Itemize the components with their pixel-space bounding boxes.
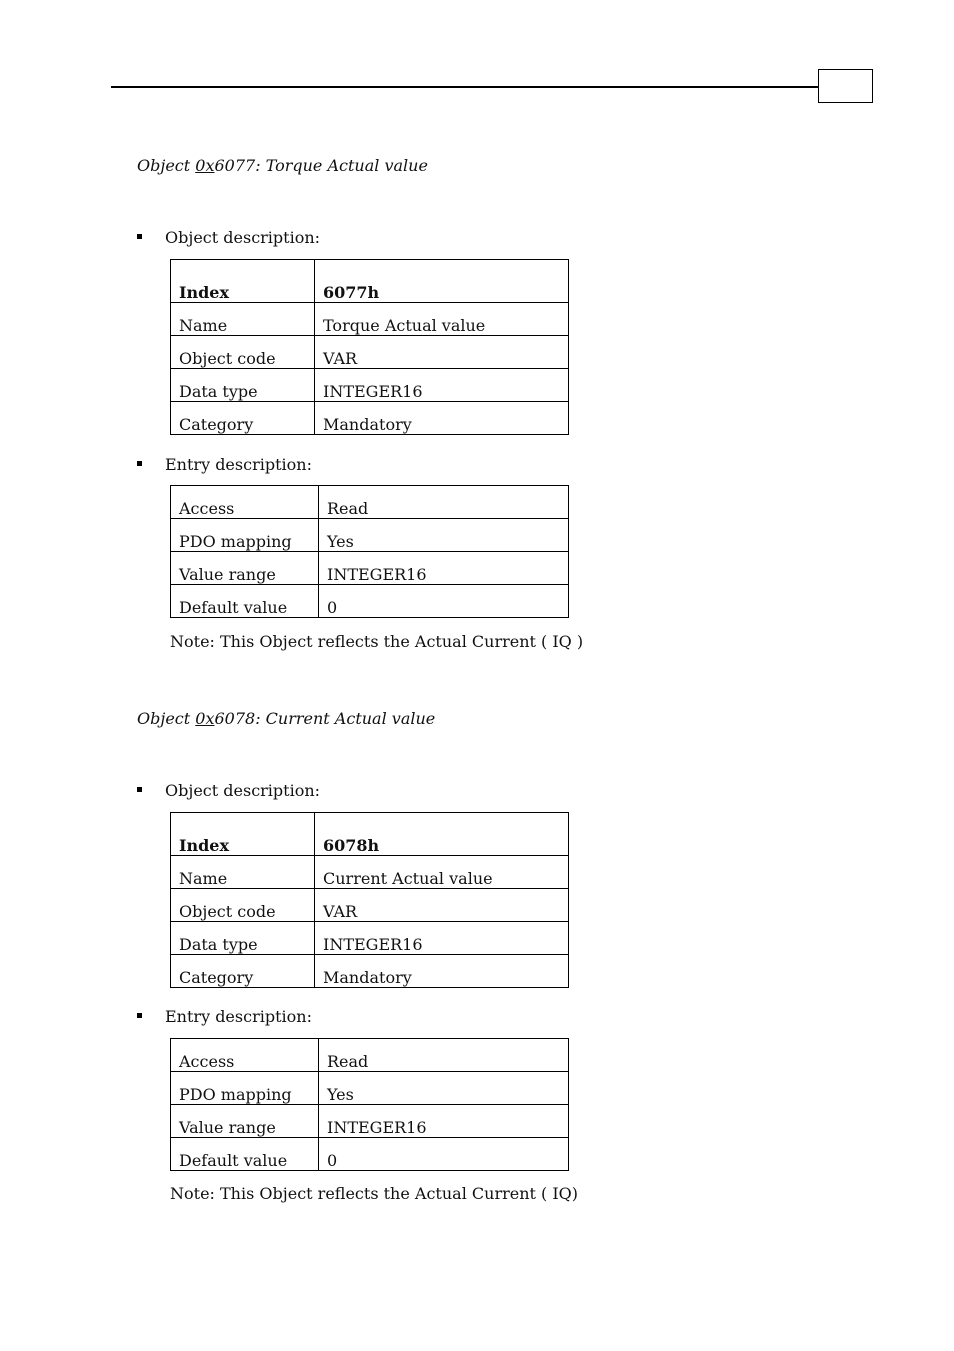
table-row (171, 369, 569, 402)
bullet-label: Object description: (165, 781, 321, 800)
table-value: Read (319, 486, 569, 519)
table-key: Default value (171, 1138, 319, 1171)
table-value: Mandatory (315, 955, 569, 988)
table-key: PDO mapping (171, 1072, 319, 1105)
table-value: Yes (319, 1072, 569, 1105)
table-row (171, 585, 569, 618)
table-row (171, 856, 569, 889)
object-description-table (170, 812, 569, 988)
table-value: Torque Actual value (315, 303, 569, 336)
table-key: Value range (171, 552, 319, 585)
table-row (171, 260, 569, 303)
entry-description-table (170, 485, 569, 618)
table-row (171, 889, 569, 922)
bullet-square-icon (137, 234, 142, 239)
table-key: Object code (171, 336, 315, 369)
title-hex-prefix: 0x (195, 709, 215, 728)
table-value: Mandatory (315, 402, 569, 435)
table-value: INTEGER16 (319, 552, 569, 585)
table-row (171, 813, 569, 856)
page-number-box (818, 69, 873, 103)
table-value: INTEGER16 (315, 922, 569, 955)
table-key: Access (171, 1039, 319, 1072)
table-key: Name (171, 856, 315, 889)
note-text: Note: This Object reflects the Actual Current ( IQ) (170, 1184, 579, 1203)
table-key: Category (171, 402, 315, 435)
table-value: Current Actual value (315, 856, 569, 889)
table-key: Category (171, 955, 315, 988)
table-key: Index (171, 260, 315, 303)
table-row (171, 519, 569, 552)
bullet-square-icon (137, 1013, 142, 1018)
table-key: Access (171, 486, 319, 519)
header-rule (111, 86, 819, 88)
section-title: Object 0x6078: Current Actual value (137, 709, 436, 728)
bullet-label: Entry description: (165, 455, 312, 474)
table-row (171, 922, 569, 955)
table-value: 0 (319, 1138, 569, 1171)
table-value: Yes (319, 519, 569, 552)
table-row (171, 1072, 569, 1105)
bullet-square-icon (137, 461, 142, 466)
table-key: Data type (171, 369, 315, 402)
table-row (171, 1138, 569, 1171)
table-key: Name (171, 303, 315, 336)
section-object-6078 (137, 709, 897, 1203)
table-value: INTEGER16 (315, 369, 569, 402)
table-value: INTEGER16 (319, 1105, 569, 1138)
table-key: Value range (171, 1105, 319, 1138)
table-value: VAR (315, 889, 569, 922)
bullet-label: Object description: (165, 228, 321, 247)
section-object-6077 (137, 156, 897, 651)
table-row (171, 1039, 569, 1072)
table-value: 6078h (315, 813, 569, 856)
table-row (171, 486, 569, 519)
note-text: Note: This Object reflects the Actual Current ( IQ ) (170, 632, 584, 651)
table-key: Object code (171, 889, 315, 922)
table-key: Index (171, 813, 315, 856)
table-value: 0 (319, 585, 569, 618)
bullet-label: Entry description: (165, 1007, 312, 1026)
table-value: Read (319, 1039, 569, 1072)
table-key: PDO mapping (171, 519, 319, 552)
table-key: Default value (171, 585, 319, 618)
section-title: Object 0x6077: Torque Actual value (137, 156, 428, 175)
table-value: VAR (315, 336, 569, 369)
table-row (171, 1105, 569, 1138)
object-description-table (170, 259, 569, 435)
table-key: Data type (171, 922, 315, 955)
table-row (171, 955, 569, 988)
entry-description-table (170, 1038, 569, 1171)
table-row (171, 552, 569, 585)
table-row (171, 336, 569, 369)
table-row (171, 303, 569, 336)
table-row (171, 402, 569, 435)
table-value: 6077h (315, 260, 569, 303)
bullet-square-icon (137, 787, 142, 792)
title-hex-prefix: 0x (195, 156, 215, 175)
